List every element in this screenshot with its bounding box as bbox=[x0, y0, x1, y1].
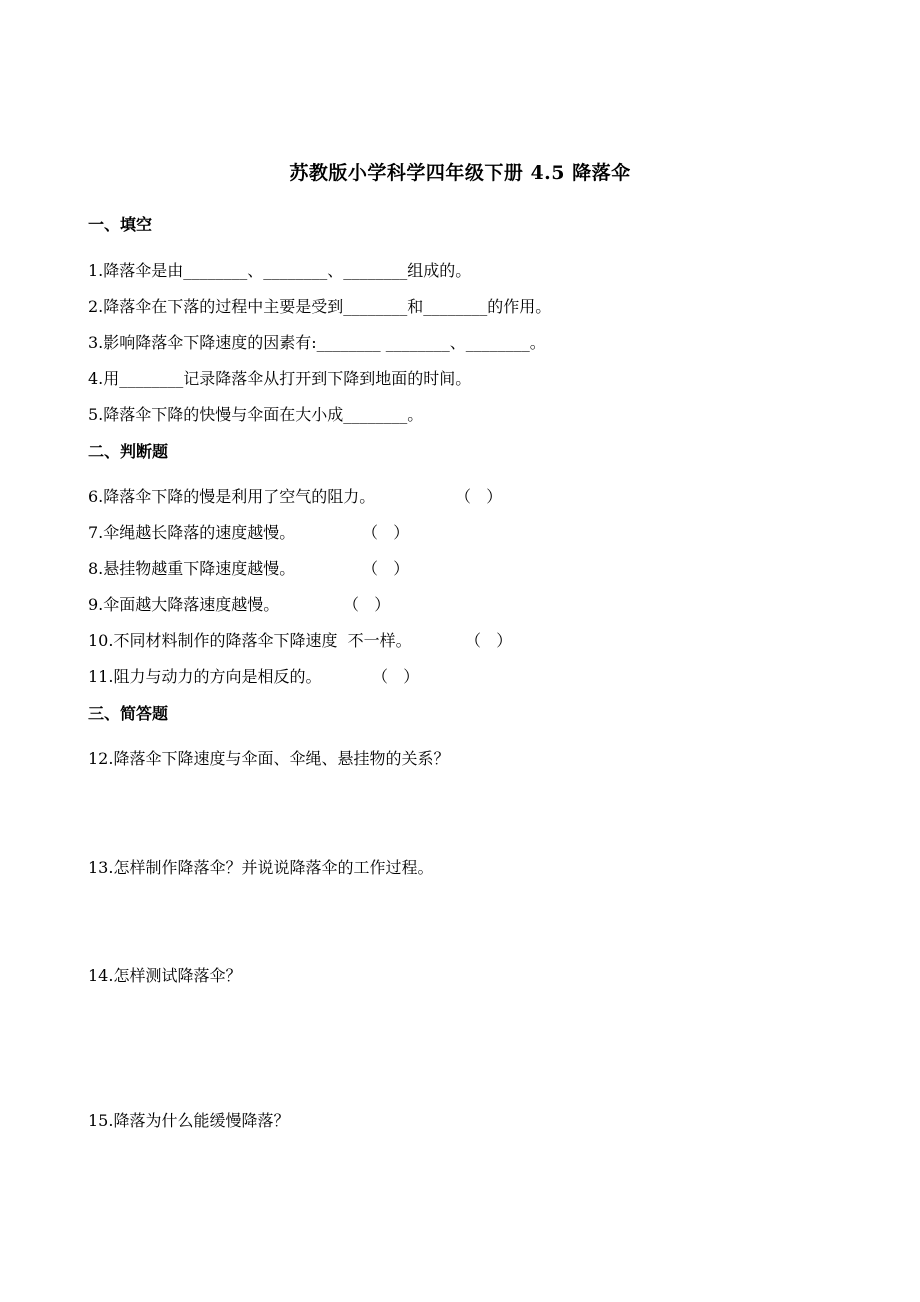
question-4: 4.用________记录降落伞从打开到下降到地面的时间。 bbox=[88, 369, 472, 388]
question-15: 15.降落为什么能缓慢降落？ bbox=[88, 1111, 290, 1130]
question-3: 3.影响降落伞下降速度的因素有:________ ________、________。 bbox=[88, 333, 546, 352]
question-7: 7.伞绳越长降落的速度越慢。 bbox=[88, 523, 296, 542]
answer-paren-10: （ ） bbox=[465, 631, 513, 650]
answer-paren-6: （ ） bbox=[455, 487, 503, 506]
question-14: 14.怎样测试降落伞？ bbox=[88, 966, 242, 985]
question-11: 11.阻力与动力的方向是相反的。 bbox=[88, 667, 322, 686]
question-1: 1.降落伞是由________、________、________组成的。 bbox=[88, 261, 472, 280]
answer-paren-7: （ ） bbox=[362, 523, 410, 542]
answer-paren-8: （ ） bbox=[362, 559, 410, 578]
question-6: 6.降落伞下降的慢是利用了空气的阻力。 bbox=[88, 487, 376, 506]
question-9: 9.伞面越大降落速度越慢。 bbox=[88, 595, 280, 614]
question-2: 2.降落伞在下落的过程中主要是受到________和________的作用。 bbox=[88, 297, 552, 316]
section-heading-short-answer: 三、简答题 bbox=[88, 704, 169, 723]
answer-paren-11: （ ） bbox=[372, 667, 420, 686]
question-10: 10.不同材料制作的降落伞下降速度 不一样。 bbox=[88, 631, 412, 650]
question-8: 8.悬挂物越重下降速度越慢。 bbox=[88, 559, 296, 578]
section-heading-fill: 一、填空 bbox=[88, 215, 153, 234]
page-title: 苏教版小学科学四年级下册 4.5 降落伞 bbox=[289, 162, 631, 184]
question-13: 13.怎样制作降落伞？并说说降落伞的工作过程。 bbox=[88, 858, 434, 877]
answer-paren-9: （ ） bbox=[343, 595, 391, 614]
question-5: 5.降落伞下降的快慢与伞面在大小成________。 bbox=[88, 405, 424, 424]
section-heading-true-false: 二、判断题 bbox=[88, 442, 169, 461]
question-12: 12.降落伞下降速度与伞面、伞绳、悬挂物的关系？ bbox=[88, 749, 450, 768]
